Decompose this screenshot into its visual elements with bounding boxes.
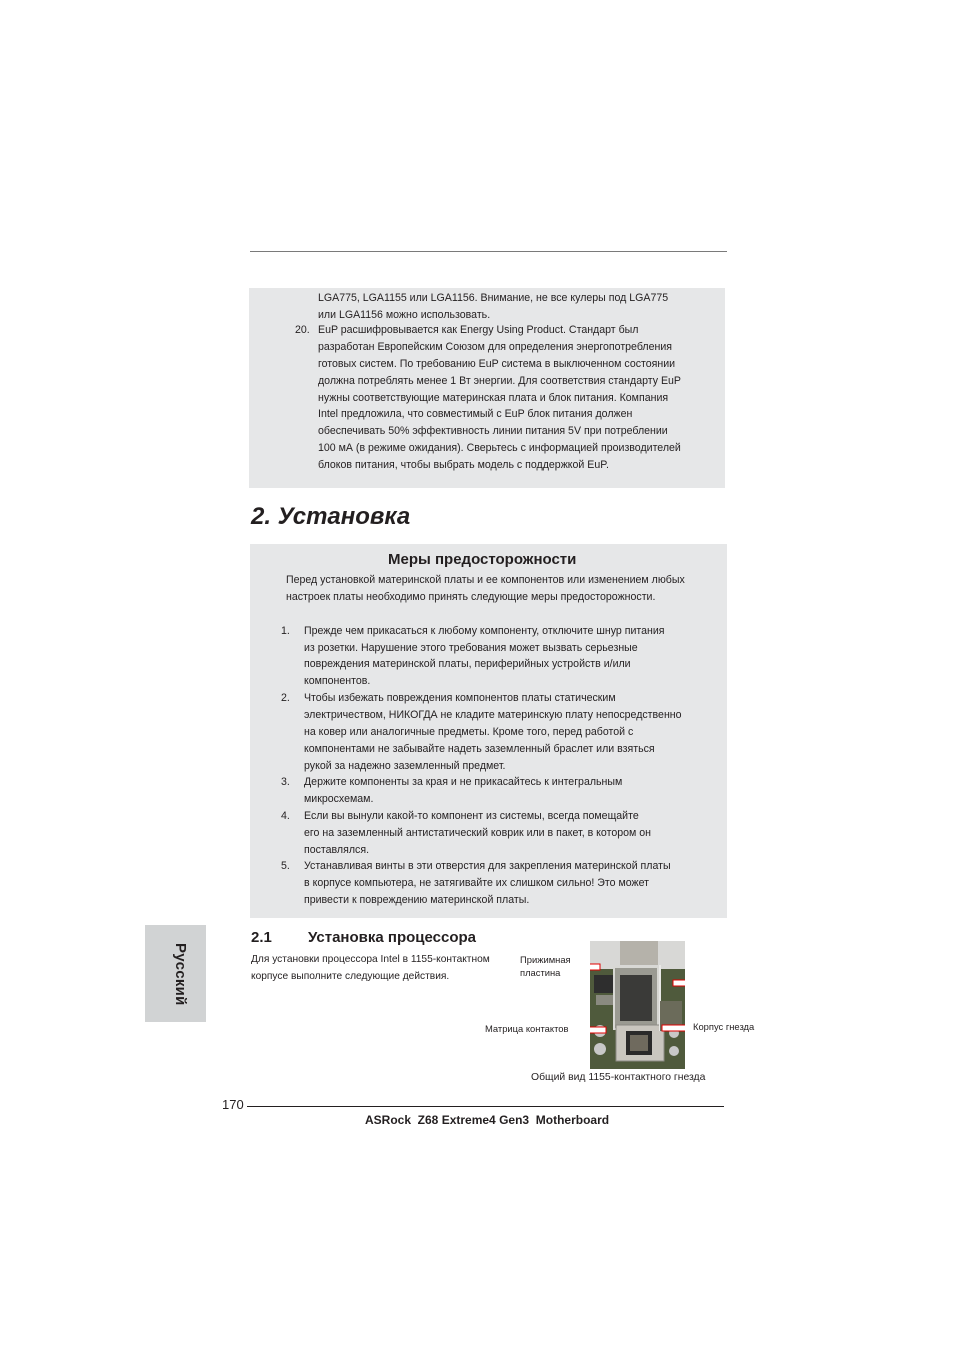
subsection-title: Установка процессора	[308, 929, 476, 946]
note-item-line: блоков питания, чтобы выбрать модель с поддержкой EuP.	[318, 459, 609, 471]
load-plate-label: Прижимная	[520, 954, 571, 965]
cpu-install-text-line: Для установки процессора Intel в 1155-контактном	[251, 954, 490, 965]
precautions-heading: Меры предосторожности	[388, 551, 577, 568]
note-item-line: обеспечивать 50% эффективность линии питания 5V при потреблении	[318, 425, 668, 437]
language-tab-label: Русский	[172, 942, 189, 1006]
precaution-number: 4.	[281, 810, 290, 822]
precaution-line: электричеством, НИКОГДА не кладите материнскую плату непосредственно	[304, 709, 682, 721]
note-item-number: 20.	[295, 324, 310, 336]
precaution-number: 2.	[281, 692, 290, 704]
note-item-line: Intel предложила, что совместимый с EuP блок питания должен	[318, 408, 633, 420]
subsection-number: 2.1	[251, 929, 272, 946]
socket-body-label: Корпус гнезда	[693, 1021, 755, 1032]
precaution-line: Если вы вынули какой-то компонент из системы, всегда помещайте	[304, 810, 639, 822]
note-item-line: должна потреблять менее 1 Вт энергии. Для соответствия стандарту EuP	[318, 375, 682, 387]
load-plate-label: пластина	[520, 967, 561, 978]
precaution-line: рукой за надежно заземленный предмет.	[304, 760, 506, 772]
notes-box	[249, 288, 725, 488]
note-item-line: разработан Европейским Союзом для определения энергопотребления	[318, 341, 672, 353]
precautions-intro-line: Перед установкой материнской платы и ее компонентов или изменением любых	[286, 574, 685, 586]
precaution-number: 3.	[281, 776, 290, 788]
precaution-line: компонентами не забывайте надеть заземленный браслет или взяться	[304, 743, 655, 755]
precaution-number: 1.	[281, 625, 290, 637]
contact-array-label: Матрица контактов	[485, 1023, 569, 1034]
precaution-line: привести к повреждению материнской платы.	[304, 894, 530, 906]
cpu-install-text-line: корпусе выполните следующие действия.	[251, 971, 450, 982]
footer-rule	[247, 1106, 724, 1107]
precaution-line: микросхемам.	[304, 793, 374, 805]
precautions-box	[250, 544, 727, 918]
page-number: 170	[222, 1097, 244, 1112]
note-item-line: 100 мА (в режиме ожидания). Сверьтесь с информацией производителей	[318, 442, 681, 454]
precaution-line: Держите компоненты за края и не прикасайтесь к интегральным	[304, 776, 623, 788]
note-continuation-line: или LGA1156 можно использовать.	[318, 309, 491, 321]
precaution-line: Прежде чем прикасаться к любому компоненту, отключите шнур питания	[304, 625, 665, 637]
language-tab	[145, 925, 206, 1022]
note-item-line: нужны соответствующие материнская плата и блок питания. Компания	[318, 392, 669, 404]
section-title: 2. Установка	[251, 503, 411, 530]
note-item-line: EuP расшифровывается как Energy Using Product. Стандарт был	[318, 324, 639, 336]
precaution-number: 5.	[281, 860, 290, 872]
precaution-line: повреждения материнской платы, периферийных устройств и/или	[304, 658, 631, 670]
header-rule	[250, 251, 727, 252]
cpu-socket-photo	[590, 941, 685, 1069]
precautions-intro-line: настроек платы необходимо принять следующие меры предосторожности.	[286, 591, 656, 603]
precaution-line: компонентов.	[304, 675, 371, 687]
precaution-line: поставлялся.	[304, 844, 370, 856]
precaution-line: на ковер или аналогичные предметы. Кроме того, перед работой с	[304, 726, 634, 738]
precaution-line: его на заземленный антистатический коврик или в пакет, в котором он	[304, 827, 651, 839]
figure-caption: Общий вид 1155-контактного гнезда	[531, 1072, 706, 1083]
footer-title: ASRock Z68 Extreme4 Gen3 Motherboard	[365, 1113, 610, 1127]
precaution-line: Устанавливая винты в эти отверстия для закрепления материнской платы	[304, 860, 671, 872]
note-continuation-line: LGA775, LGA1155 или LGA1156. Внимание, не все кулеры под LGA775	[318, 292, 669, 304]
precaution-line: Чтобы избежать повреждения компонентов платы статическим	[304, 692, 616, 704]
note-item-line: готовых систем. По требованию EuP система в выключенном состоянии	[318, 358, 676, 370]
precaution-line: в корпусе компьютера, не затягивайте их слишком сильно! Это может	[304, 877, 649, 889]
precaution-line: из розетки. Нарушение этого требования может вызвать серьезные	[304, 642, 638, 654]
